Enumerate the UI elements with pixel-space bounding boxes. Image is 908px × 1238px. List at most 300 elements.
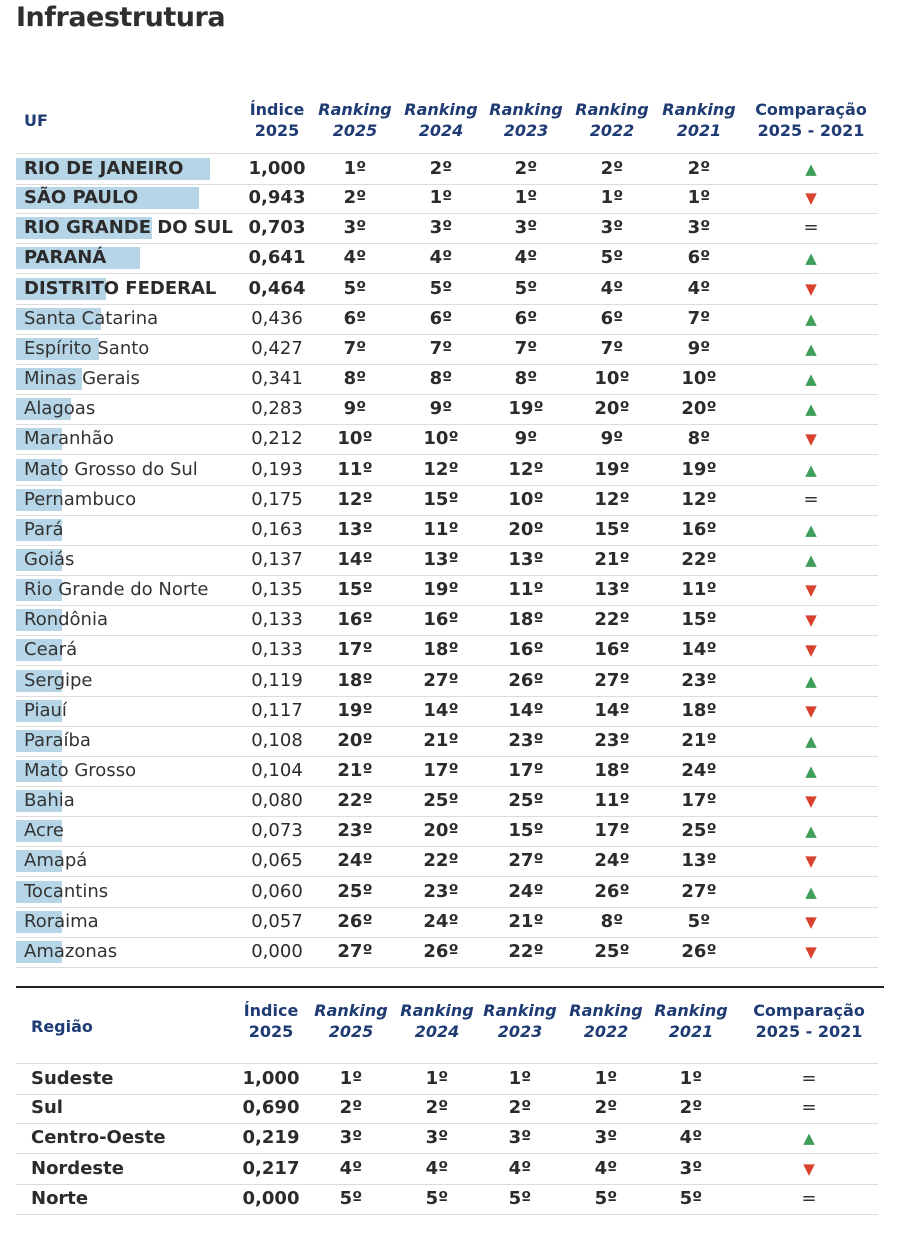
ranking-2025: 7º — [343, 337, 367, 359]
triangle-down-icon: ▼ — [805, 942, 817, 961]
ranking-2022: 1º — [600, 187, 624, 209]
ranking-2024: 18º — [423, 639, 459, 661]
ranking-2025: 17º — [337, 639, 373, 661]
ranking-2024: 1º — [425, 1068, 449, 1089]
region-table-row — [16, 1154, 878, 1185]
ranking-2024: 10º — [423, 428, 459, 450]
uf-name: Bahia — [24, 790, 75, 812]
region-name: Sul — [31, 1097, 63, 1119]
index-value: 0,104 — [251, 760, 303, 781]
ranking-2024: 4º — [429, 247, 453, 269]
ranking-2021: 14º — [681, 639, 717, 661]
region-ranking-2025-header-line1: Ranking — [314, 1001, 388, 1020]
ranking-2021: 3º — [687, 217, 711, 239]
index-value: 0,703 — [248, 217, 306, 239]
ranking-2023: 3º — [508, 1127, 532, 1149]
ranking-2022: 1º — [594, 1068, 618, 1089]
ranking-2021: 5º — [679, 1187, 703, 1209]
ranking-2021: 22º — [681, 548, 717, 570]
uf-name: Mato Grosso do Sul — [24, 458, 198, 480]
ranking-2022: 5º — [594, 1187, 618, 1209]
ranking-2025: 1º — [343, 158, 367, 179]
ranking-2023: 12º — [508, 458, 544, 480]
ranking-2022: 20º — [594, 398, 630, 420]
ranking-2025: 22º — [337, 790, 373, 812]
ranking-2022: 19º — [594, 458, 630, 480]
index-value: 0,641 — [248, 247, 306, 269]
ranking-2021: 25º — [681, 820, 717, 842]
triangle-down-icon: ▼ — [803, 1159, 815, 1178]
ranking-2022-header-line2: 2022 — [589, 121, 635, 140]
ranking-2025: 4º — [343, 247, 367, 269]
uf-table-row — [16, 213, 878, 244]
ranking-2024: 22º — [423, 850, 459, 872]
region-ranking-2021-header — [652, 1000, 730, 1042]
index-value: 0,427 — [251, 337, 303, 359]
ranking-2022: 16º — [594, 639, 630, 661]
ranking-2022: 17º — [594, 820, 630, 842]
ranking-2025: 23º — [337, 820, 373, 842]
ranking-2023: 17º — [508, 760, 544, 781]
ranking-2022: 3º — [600, 217, 624, 239]
ranking-2022: 22º — [594, 609, 630, 631]
ranking-2025: 20º — [337, 729, 373, 751]
uf-name: RIO DE JANEIRO — [24, 158, 184, 179]
ranking-2025: 12º — [337, 488, 373, 510]
ranking-2025: 15º — [337, 579, 373, 601]
ranking-2023: 1º — [514, 187, 538, 209]
ranking-2023: 10º — [508, 488, 544, 510]
uf-table-row — [16, 364, 878, 395]
equal-icon: = — [801, 1097, 817, 1119]
ranking-2021: 5º — [687, 910, 711, 932]
region-ranking-2024-header-line1: Ranking — [400, 1001, 474, 1020]
ranking-2025: 9º — [343, 398, 367, 420]
ranking-2025: 21º — [337, 760, 373, 781]
ranking-2025: 6º — [343, 307, 367, 329]
triangle-up-icon: ▲ — [805, 400, 817, 419]
index-value: 0,057 — [251, 910, 303, 932]
page-title: Infraestrutura — [16, 2, 226, 33]
triangle-up-icon: ▲ — [805, 520, 817, 539]
uf-name: Mato Grosso — [24, 760, 137, 781]
region-ranking-2023-header-line2: 2023 — [497, 1022, 543, 1041]
ranking-2024: 2º — [425, 1097, 449, 1119]
ranking-2023: 5º — [508, 1187, 532, 1209]
ranking-2025-header-line1: Ranking — [318, 100, 392, 119]
ranking-2023: 6º — [514, 307, 538, 329]
ranking-2025: 25º — [337, 880, 373, 902]
ranking-2021: 9º — [687, 337, 711, 359]
ranking-2021: 13º — [681, 850, 717, 872]
ranking-2024: 12º — [423, 458, 459, 480]
ranking-2023: 25º — [508, 790, 544, 812]
ranking-2025: 10º — [337, 428, 373, 450]
ranking-2024-header — [402, 99, 480, 141]
uf-name: DISTRITO FEDERAL — [24, 277, 217, 299]
ranking-2023: 20º — [508, 518, 544, 540]
ranking-2025: 18º — [337, 669, 373, 691]
uf-table-row — [16, 304, 878, 335]
ranking-2023: 14º — [508, 699, 544, 721]
ranking-2021: 16º — [681, 518, 717, 540]
uf-name: Goiás — [24, 548, 75, 570]
triangle-up-icon: ▲ — [805, 309, 817, 328]
ranking-2022: 12º — [594, 488, 630, 510]
ranking-2021: 7º — [687, 307, 711, 329]
ranking-2022: 27º — [594, 669, 630, 691]
ranking-2024: 5º — [429, 277, 453, 299]
uf-table-row — [16, 545, 878, 576]
region-table-row — [16, 1123, 878, 1154]
ranking-2023-header — [487, 99, 565, 141]
index-value: 0,690 — [242, 1097, 300, 1119]
index-value: 0,283 — [251, 398, 303, 420]
region-indice-header-line2: 2025 — [248, 1022, 294, 1041]
ranking-2021: 2º — [679, 1097, 703, 1119]
ranking-2023: 11º — [508, 579, 544, 601]
region-name: Centro-Oeste — [31, 1127, 166, 1149]
ranking-2022: 21º — [594, 548, 630, 570]
ranking-2022: 2º — [600, 158, 624, 179]
uf-name: PARANÁ — [24, 247, 107, 269]
uf-name: Amazonas — [24, 940, 118, 962]
ranking-2025: 4º — [339, 1157, 363, 1179]
ranking-2023: 16º — [508, 639, 544, 661]
ranking-2023: 21º — [508, 910, 544, 932]
ranking-2021: 24º — [681, 760, 717, 781]
region-ranking-2024-header — [398, 1000, 476, 1042]
region-name: Nordeste — [31, 1157, 124, 1179]
index-value: 0,212 — [251, 428, 303, 450]
ranking-2021: 10º — [681, 368, 717, 390]
ranking-2025: 27º — [337, 940, 373, 962]
ranking-2025-header — [316, 99, 394, 141]
uf-name: Tocantins — [24, 880, 109, 902]
region-ranking-2022-header — [567, 1000, 645, 1042]
triangle-down-icon: ▼ — [805, 792, 817, 811]
ranking-2021: 19º — [681, 458, 717, 480]
ranking-2023: 5º — [514, 277, 538, 299]
ranking-2022: 25º — [594, 940, 630, 962]
index-value: 0,133 — [251, 609, 303, 631]
uf-table-row — [16, 907, 878, 938]
ranking-2025: 8º — [343, 368, 367, 390]
index-value: 0,135 — [251, 579, 303, 601]
ranking-2025: 26º — [337, 910, 373, 932]
equal-icon: = — [803, 488, 819, 510]
ranking-2023: 2º — [508, 1097, 532, 1119]
ranking-2022: 23º — [594, 729, 630, 751]
ranking-2024: 5º — [425, 1187, 449, 1209]
ranking-2024: 24º — [423, 910, 459, 932]
region-comparacao-header-line2: 2025 - 2021 — [755, 1022, 863, 1041]
uf-table-row — [16, 485, 878, 516]
ranking-2021: 2º — [687, 158, 711, 179]
triangle-up-icon: ▲ — [805, 460, 817, 479]
uf-table-row — [16, 424, 878, 455]
region-ranking-2024-header-line2: 2024 — [414, 1022, 460, 1041]
ranking-2022: 2º — [594, 1097, 618, 1119]
ranking-2021: 4º — [679, 1127, 703, 1149]
ranking-2022: 4º — [594, 1157, 618, 1179]
ranking-2023: 4º — [514, 247, 538, 269]
index-value: 0,219 — [242, 1127, 300, 1149]
region-ranking-2022-header-line1: Ranking — [569, 1001, 643, 1020]
ranking-2022: 7º — [600, 337, 624, 359]
ranking-2021: 26º — [681, 940, 717, 962]
triangle-down-icon: ▼ — [805, 701, 817, 720]
equal-icon: = — [801, 1187, 817, 1209]
index-value: 1,000 — [248, 158, 306, 179]
index-value: 0,464 — [248, 277, 306, 299]
index-value: 1,000 — [242, 1068, 300, 1089]
ranking-2021: 12º — [681, 488, 717, 510]
index-value: 0,117 — [251, 699, 303, 721]
ranking-2021: 17º — [681, 790, 717, 812]
ranking-2025: 16º — [337, 609, 373, 631]
region-indice-header — [240, 1000, 302, 1042]
uf-name: Sergipe — [24, 669, 93, 691]
region-indice-header-line1: Índice — [243, 1001, 299, 1020]
triangle-up-icon: ▲ — [805, 370, 817, 389]
ranking-2022-header — [573, 99, 651, 141]
ranking-2023: 26º — [508, 669, 544, 691]
index-value: 0,436 — [251, 307, 303, 329]
index-value: 0,000 — [251, 940, 303, 962]
ranking-2021-header — [660, 99, 738, 141]
region-name: Sudeste — [31, 1068, 114, 1089]
uf-name: Rio Grande do Norte — [24, 579, 209, 601]
uf-header: UF — [24, 111, 48, 130]
uf-name: Pará — [24, 518, 64, 540]
ranking-2022: 14º — [594, 699, 630, 721]
ranking-2023-header-line1: Ranking — [489, 100, 563, 119]
ranking-2021-header-line2: 2021 — [676, 121, 722, 140]
triangle-down-icon: ▼ — [805, 912, 817, 931]
uf-name: Ceará — [24, 639, 78, 661]
ranking-2022: 18º — [594, 760, 630, 781]
ranking-2025: 19º — [337, 699, 373, 721]
index-value: 0,119 — [251, 669, 303, 691]
ranking-2022: 4º — [600, 277, 624, 299]
triangle-up-icon: ▲ — [805, 671, 817, 690]
ranking-2024: 7º — [429, 337, 453, 359]
uf-table-row — [16, 635, 878, 666]
region-table-row — [16, 1063, 878, 1095]
uf-name: Pernambuco — [24, 488, 137, 510]
ranking-2025: 3º — [339, 1127, 363, 1149]
index-value: 0,137 — [251, 548, 303, 570]
ranking-2024: 4º — [425, 1157, 449, 1179]
ranking-2023: 23º — [508, 729, 544, 751]
triangle-up-icon: ▲ — [805, 882, 817, 901]
uf-table-row — [16, 816, 878, 847]
ranking-2024: 2º — [429, 158, 453, 179]
region-ranking-2021-header-line1: Ranking — [654, 1001, 728, 1020]
uf-name: Espírito Santo — [24, 337, 150, 359]
ranking-2023: 4º — [508, 1157, 532, 1179]
ranking-2024: 14º — [423, 699, 459, 721]
ranking-2024: 19º — [423, 579, 459, 601]
triangle-up-icon: ▲ — [805, 762, 817, 780]
ranking-2023: 1º — [508, 1068, 532, 1089]
ranking-2024: 25º — [423, 790, 459, 812]
ranking-2025: 11º — [337, 458, 373, 480]
ranking-2025: 5º — [339, 1187, 363, 1209]
index-value: 0,073 — [251, 820, 303, 842]
ranking-2025: 3º — [343, 217, 367, 239]
equal-icon: = — [801, 1068, 817, 1089]
ranking-2024: 26º — [423, 940, 459, 962]
region-ranking-2025-header — [312, 1000, 390, 1042]
triangle-down-icon: ▼ — [805, 611, 817, 630]
ranking-2024: 8º — [429, 368, 453, 390]
ranking-2025: 14º — [337, 548, 373, 570]
indice-header-line1: Índice — [249, 100, 305, 119]
region-table-row — [16, 1093, 878, 1124]
triangle-down-icon: ▼ — [805, 581, 817, 600]
uf-table-row — [16, 274, 878, 305]
uf-table-row — [16, 515, 878, 546]
uf-table-row — [16, 605, 878, 636]
uf-name: Paraíba — [24, 729, 91, 751]
ranking-2021: 6º — [687, 247, 711, 269]
ranking-2023: 7º — [514, 337, 538, 359]
ranking-2022: 6º — [600, 307, 624, 329]
region-ranking-2025-header-line2: 2025 — [328, 1022, 374, 1041]
uf-table-row — [16, 183, 878, 214]
ranking-2025-header-line2: 2025 — [332, 121, 378, 140]
ranking-2021: 1º — [687, 187, 711, 209]
ranking-2025: 2º — [339, 1097, 363, 1119]
ranking-2024: 15º — [423, 488, 459, 510]
ranking-2025: 5º — [343, 277, 367, 299]
index-value: 0,943 — [248, 187, 306, 209]
ranking-2024: 9º — [429, 398, 453, 420]
region-comparacao-header-line1: Comparação — [753, 1001, 865, 1020]
ranking-2022: 8º — [600, 910, 624, 932]
uf-table-row — [16, 937, 878, 968]
table-divider — [16, 986, 884, 988]
region-table-row — [16, 1184, 878, 1215]
ranking-2021: 23º — [681, 669, 717, 691]
ranking-2023: 19º — [508, 398, 544, 420]
ranking-2023: 24º — [508, 880, 544, 902]
triangle-up-icon: ▲ — [805, 550, 817, 569]
ranking-2024: 6º — [429, 307, 453, 329]
ranking-2025: 2º — [343, 187, 367, 209]
ranking-2021: 18º — [681, 699, 717, 721]
ranking-2024: 3º — [425, 1127, 449, 1149]
ranking-2024-header-line1: Ranking — [404, 100, 478, 119]
index-value: 0,341 — [251, 368, 303, 390]
ranking-2023: 9º — [514, 428, 538, 450]
uf-table-row — [16, 846, 878, 877]
index-value: 0,217 — [242, 1157, 300, 1179]
ranking-2024: 27º — [423, 669, 459, 691]
uf-table-row — [16, 394, 878, 425]
uf-name: SÃO PAULO — [24, 187, 139, 209]
uf-table-row — [16, 455, 878, 486]
ranking-2023: 2º — [514, 158, 538, 179]
ranking-2022: 5º — [600, 247, 624, 269]
uf-table-row — [16, 666, 878, 697]
ranking-2021: 27º — [681, 880, 717, 902]
comparacao-header-line2: 2025 - 2021 — [757, 121, 865, 140]
region-ranking-2022-header-line2: 2022 — [583, 1022, 629, 1041]
ranking-2024-header-line2: 2024 — [418, 121, 464, 140]
uf-table-row — [16, 243, 878, 274]
region-ranking-2023-header — [481, 1000, 559, 1042]
ranking-2023: 13º — [508, 548, 544, 570]
equal-icon: = — [803, 217, 819, 239]
index-value: 0,175 — [251, 488, 303, 510]
ranking-2024: 13º — [423, 548, 459, 570]
ranking-2022: 24º — [594, 850, 630, 872]
ranking-2024: 1º — [429, 187, 453, 209]
triangle-down-icon: ▼ — [805, 852, 817, 871]
index-value: 0,080 — [251, 790, 303, 812]
ranking-2021: 15º — [681, 609, 717, 631]
uf-table-row — [16, 877, 878, 908]
triangle-down-icon: ▼ — [805, 641, 817, 660]
uf-table-row — [16, 786, 878, 817]
uf-table-row — [16, 756, 878, 787]
uf-name: Santa Catarina — [24, 307, 159, 329]
uf-name: Rondônia — [24, 609, 108, 631]
indice-header — [246, 99, 308, 141]
ranking-2023: 27º — [508, 850, 544, 872]
ranking-2021: 4º — [687, 277, 711, 299]
uf-name: Acre — [24, 820, 64, 842]
ranking-2022: 9º — [600, 428, 624, 450]
uf-name: Minas Gerais — [24, 368, 140, 390]
ranking-2022: 11º — [594, 790, 630, 812]
uf-table-row — [16, 726, 878, 757]
ranking-2021: 1º — [679, 1068, 703, 1089]
ranking-2022-header-line1: Ranking — [575, 100, 649, 119]
ranking-2022: 10º — [594, 368, 630, 390]
ranking-2023: 22º — [508, 940, 544, 962]
ranking-2023: 3º — [514, 217, 538, 239]
ranking-2022: 13º — [594, 579, 630, 601]
uf-table-row — [16, 334, 878, 365]
uf-name: Amapá — [24, 850, 88, 872]
ranking-2022: 15º — [594, 518, 630, 540]
ranking-2022: 26º — [594, 880, 630, 902]
ranking-2024: 3º — [429, 217, 453, 239]
comparacao-header — [744, 99, 878, 141]
triangle-down-icon: ▼ — [805, 430, 817, 449]
indice-header-line2: 2025 — [254, 121, 300, 140]
ranking-2023: 18º — [508, 609, 544, 631]
region-ranking-2021-header-line2: 2021 — [668, 1022, 714, 1041]
triangle-up-icon: ▲ — [805, 339, 817, 358]
ranking-2021: 20º — [681, 398, 717, 420]
region-comparacao-header — [741, 1000, 877, 1042]
uf-table-row — [16, 575, 878, 606]
index-value: 0,065 — [251, 850, 303, 872]
ranking-2024: 16º — [423, 609, 459, 631]
ranking-2024: 17º — [423, 760, 459, 781]
ranking-2021: 11º — [681, 579, 717, 601]
triangle-up-icon: ▲ — [803, 1129, 815, 1148]
ranking-2022: 3º — [594, 1127, 618, 1149]
index-value: 0,060 — [251, 880, 303, 902]
ranking-2024: 20º — [423, 820, 459, 842]
uf-name: Roraima — [24, 910, 99, 932]
